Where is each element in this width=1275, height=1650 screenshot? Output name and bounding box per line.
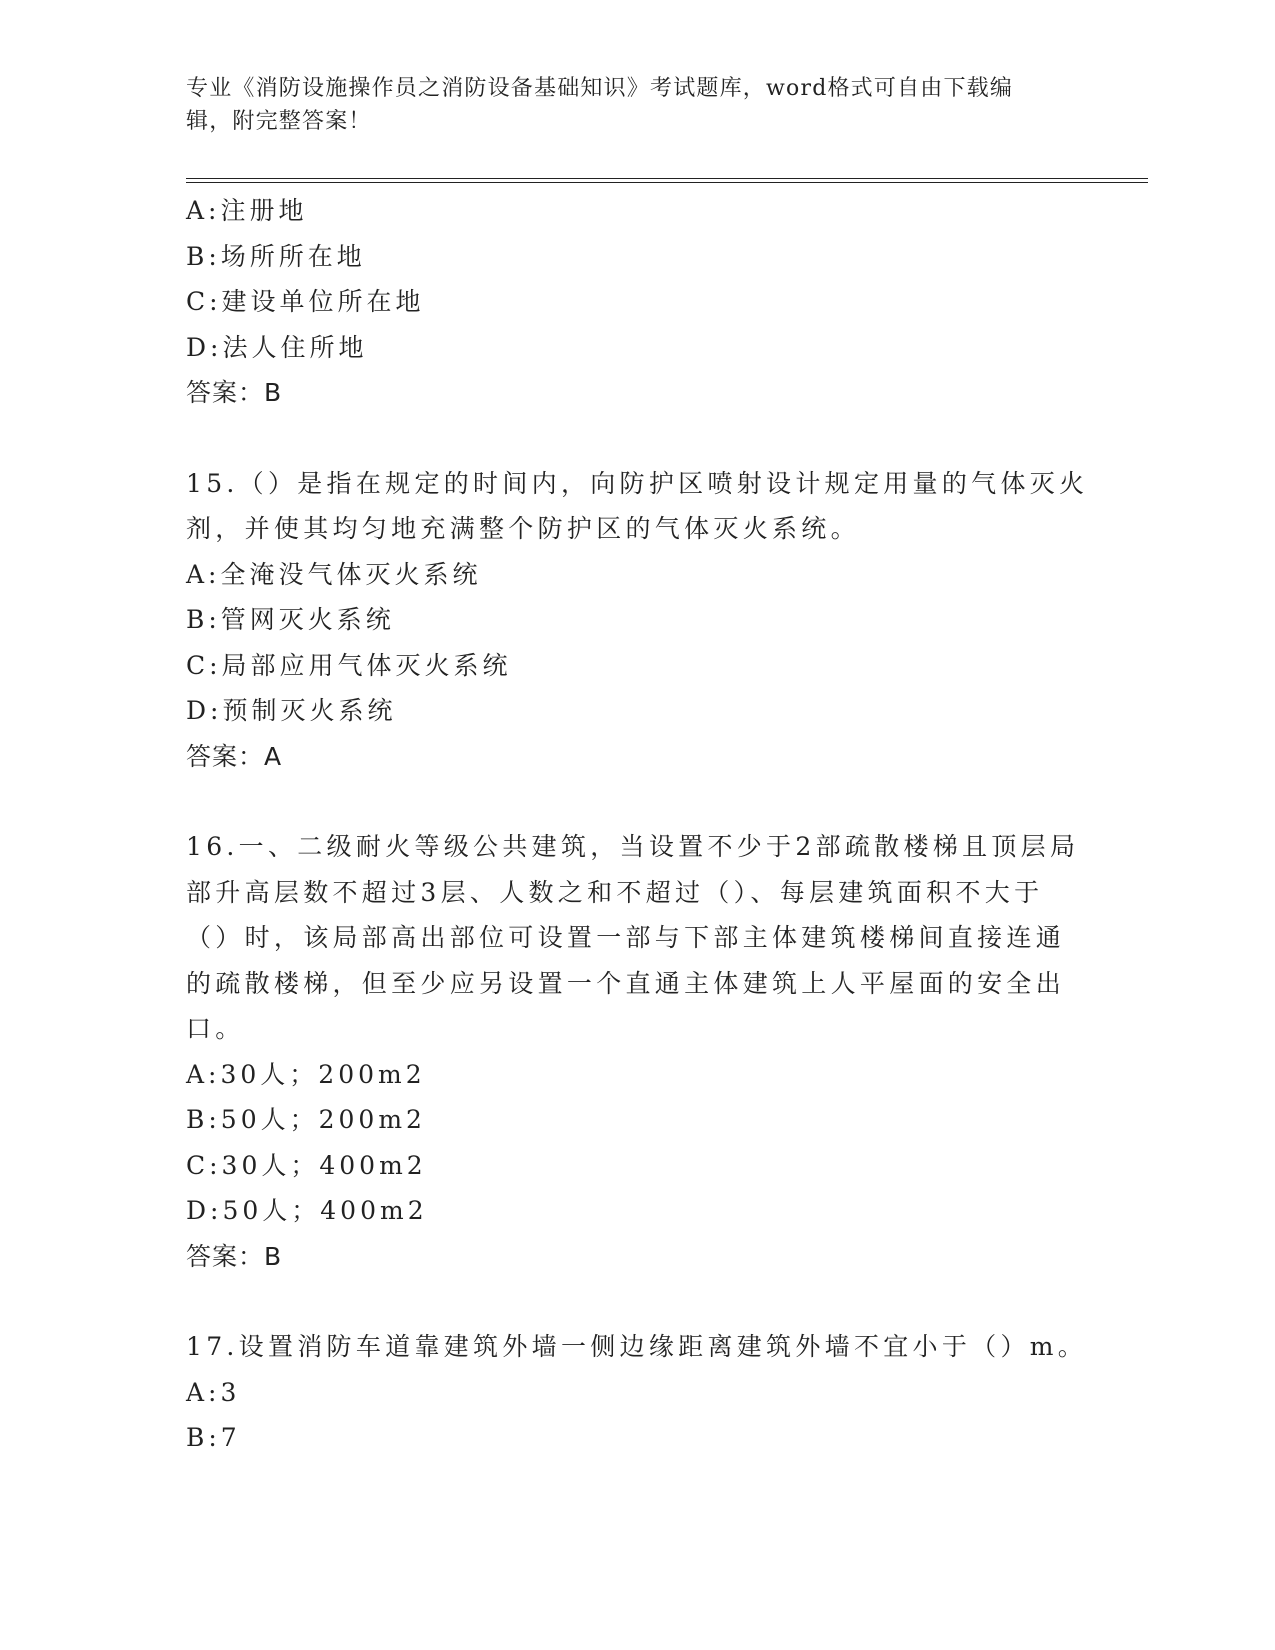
header-divider-top	[186, 178, 1148, 179]
option-d: D:法人住所地	[186, 332, 368, 362]
question-line: 部升高层数不超过3层、人数之和不超过（）、每层建筑面积不大于	[186, 877, 1044, 907]
option-b: B:7	[186, 1423, 241, 1452]
question-line: 17.设置消防车道靠建筑外墙一侧边缘距离建筑外墙不宜小于（）m。	[186, 1332, 1088, 1361]
answer: 答案：B	[186, 378, 283, 407]
question-text	[186, 824, 1086, 1052]
spacer	[186, 416, 1086, 461]
question-line: 剂，并使其均匀地充满整个防护区的气体灭火系统。	[186, 514, 860, 543]
spacer	[186, 1279, 1086, 1324]
option-c: C:局部应用气体灭火系统	[186, 650, 512, 680]
question-line: 口。	[186, 1014, 245, 1043]
question-line: （）时，该局部高出部位可设置一部与下部主体建筑楼梯间直接连通	[186, 923, 1066, 952]
option-b: B:场所所在地	[186, 241, 366, 271]
question-15	[186, 461, 1089, 780]
question-line: 的疏散楼梯，但至少应另设置一个直通主体建筑上人平屋面的安全出	[186, 968, 1066, 998]
header-line-1: 专业《消防设施操作员之消防设备基础知识》考试题库，word格式可自由下载编	[186, 76, 1014, 101]
option-c: C:建设单位所在地	[186, 287, 425, 316]
option-a: A:全淹没气体灭火系统	[186, 559, 482, 589]
answer: 答案：A	[186, 741, 283, 771]
header-line-2: 辑，附完整答案！	[186, 109, 372, 134]
option-a: A:30人；200m2	[186, 1059, 426, 1089]
header-divider-bottom	[186, 182, 1148, 183]
option-c: C:30人；400m2	[186, 1150, 427, 1180]
option-b: B:管网灭火系统	[186, 605, 395, 634]
option-a: A:注册地	[186, 196, 308, 225]
question-text	[186, 461, 1089, 552]
question-line: 15.（）是指在规定的时间内，向防护区喷射设计规定用量的气体灭火	[186, 468, 1089, 498]
question-17	[186, 1324, 1086, 1461]
question-list	[186, 188, 1089, 1461]
option-a: A:3	[186, 1377, 241, 1407]
spacer	[186, 779, 1086, 824]
question-text	[186, 1324, 1086, 1370]
question-14	[186, 188, 1086, 416]
question-line: 16.一、二级耐火等级公共建筑，当设置不少于2部疏散楼梯且顶层局	[186, 832, 1080, 861]
option-d: D:预制灭火系统	[186, 696, 397, 725]
question-16	[186, 824, 1086, 1279]
answer: 答案：B	[186, 1241, 283, 1271]
option-d: D:50人；400m2	[186, 1196, 428, 1225]
document-header	[186, 72, 1086, 138]
option-b: B:50人；200m2	[186, 1105, 426, 1134]
